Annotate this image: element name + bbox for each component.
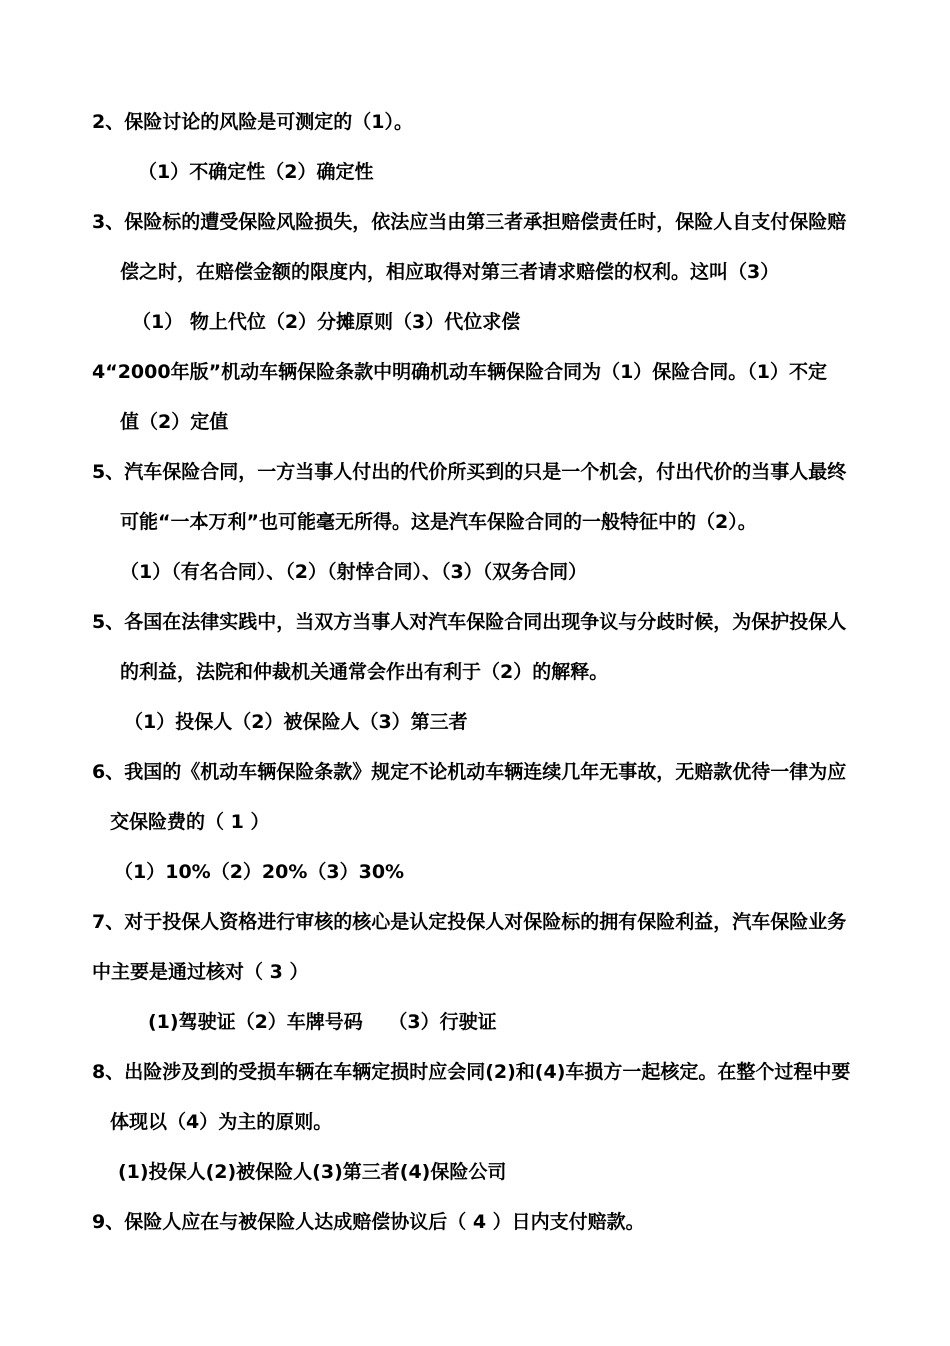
question-5a-text-line-2: 可能“一本万利”也可能毫无所得。这是汽车保险合同的一般特征中的（2）。	[120, 511, 757, 533]
question-6-text-line-1: 6、我国的《机动车辆保险条款》规定不论机动车辆连续几年无事故，无赔款优待一律为应	[92, 761, 847, 783]
question-3-options: （1） 物上代位（2）分摊原则（3）代位求偿	[132, 311, 521, 333]
question-7-options: (1)驾驶证（2）车牌号码 （3）行驶证	[148, 1011, 497, 1033]
question-6-options: （1）10%（2）20%（3）30%	[114, 861, 405, 883]
question-8-text-line-1: 8、出险涉及到的受损车辆在车辆定损时应会同(2)和(4)车损方一起核定。在整个过程中要	[92, 1061, 851, 1083]
question-4-text-line-1: 4“2000年版”机动车辆保险条款中明确机动车辆保险合同为（1）保险合同。（1）不定	[92, 361, 828, 383]
question-2-text: 2、保险讨论的风险是可测定的（1）。	[92, 111, 413, 133]
question-5b-text-line-2: 的利益，法院和仲裁机关通常会作出有利于（2）的解释。	[120, 661, 609, 683]
question-9-text: 9、保险人应在与被保险人达成赔偿协议后（ 4 ）日内支付赔款。	[92, 1211, 645, 1233]
question-4-text-line-2: 值（2）定值	[120, 411, 229, 433]
question-3-text-line-1: 3、保险标的遭受保险风险损失，依法应当由第三者承担赔偿责任时，保险人自支付保险赔	[92, 211, 847, 233]
question-8-options: (1)投保人(2)被保险人(3)第三者(4)保险公司	[118, 1161, 507, 1183]
question-6-text-line-2: 交保险费的（ 1 ）	[110, 811, 270, 833]
question-8-text-line-2: 体现以（4）为主的原则。	[110, 1111, 333, 1133]
question-5b-text-line-1: 5、各国在法律实践中，当双方当事人对汽车保险合同出现争议与分歧时候，为保护投保人	[92, 611, 847, 633]
question-2-options: （1）不确定性（2）确定性	[138, 161, 374, 183]
question-3-text-line-2: 偿之时，在赔偿金额的限度内，相应取得对第三者请求赔偿的权利。这叫（3）	[120, 261, 780, 283]
question-7-text-line-1: 7、对于投保人资格进行审核的核心是认定投保人对保险标的拥有保险利益，汽车保险业务	[92, 911, 847, 933]
question-5a-text-line-1: 5、汽车保险合同，一方当事人付出的代价所买到的只是一个机会，付出代价的当事人最终	[92, 461, 847, 483]
question-5a-options: （1）（有名合同）、（2）（射悻合同）、（3）（双务合同）	[120, 561, 588, 583]
question-7-text-line-2: 中主要是通过核对（ 3 ）	[92, 961, 309, 983]
question-5b-options: （1）投保人（2）被保险人（3）第三者	[124, 711, 468, 733]
